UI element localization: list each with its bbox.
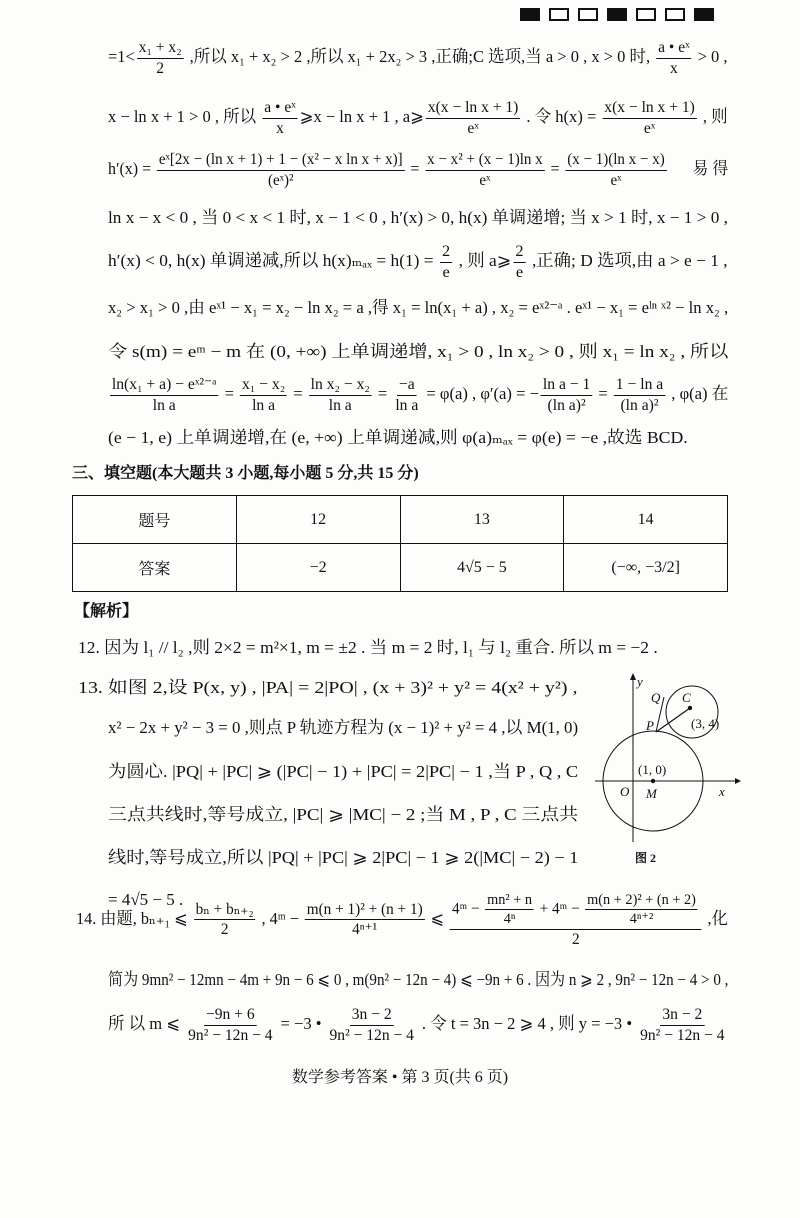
marker-empty — [665, 8, 685, 21]
table-cell: 4√5 − 5 — [400, 544, 564, 592]
denominator: x — [276, 119, 284, 137]
text-run: ⩽ — [426, 908, 449, 928]
y-axis-arrow — [630, 673, 636, 680]
denominator: ln a — [395, 396, 419, 414]
text-line — [108, 849, 578, 868]
table-header-cell: 题号 — [73, 496, 237, 544]
text-run: = φ(a) , φ′(a) = − — [422, 384, 539, 403]
denominator: eˣ — [467, 119, 479, 137]
label-x: x — [719, 784, 725, 799]
denominator: eˣ — [643, 119, 656, 137]
numerator: x(x − ln x + 1) — [602, 99, 696, 119]
marker-filled — [607, 8, 627, 21]
text-line — [108, 376, 728, 414]
label-y: y — [637, 674, 643, 689]
numerator — [450, 892, 702, 930]
numerator: 3n − 2 — [660, 1006, 704, 1026]
denominator: x — [669, 59, 678, 77]
numerator: (x − 1)(ln x − x) — [565, 151, 666, 171]
text-run: = — [220, 384, 239, 403]
fraction — [440, 243, 452, 281]
fraction — [186, 1006, 274, 1044]
analysis-label: 【解析】 — [74, 603, 139, 620]
text-run: 令 s(m) = eᵐ − m 在 (0, +∞) 上单调递增, x₁ > 0 , ln x₂ > 0 , 则 x₁ = ln x₂ , 所以 — [108, 341, 729, 361]
text-run: ⩾x − ln x + 1 , a⩾ — [299, 107, 424, 126]
text-run: h′(x) = — [108, 159, 156, 178]
denominator: 9n² − 12n − 4 — [329, 1026, 414, 1044]
text-run: 所 以 m ⩽ — [108, 1014, 185, 1033]
text-line — [108, 1006, 728, 1044]
numerator: 2 — [440, 243, 452, 263]
text-run: 4ᵐ − — [451, 900, 484, 918]
text-run: , 4ᵐ − — [257, 908, 303, 928]
fraction — [602, 99, 696, 137]
numerator: 1 − ln a — [614, 376, 665, 396]
text-run: . 令 t = 3n − 2 ⩾ 4 , 则 y = −3 • — [417, 1014, 637, 1033]
text-run: 为圆心. |PQ| + |PC| ⩾ (|PC| − 1) + |PC| = 2|PC| − 1 ,当 P , Q , C — [108, 761, 579, 781]
fraction — [194, 901, 256, 939]
fraction — [656, 39, 691, 77]
fraction — [262, 99, 297, 137]
text-line — [76, 889, 728, 949]
fraction — [393, 376, 420, 414]
denominator: 4ⁿ⁺² — [629, 911, 654, 927]
denominator: eˣ — [479, 171, 491, 189]
text-run: 14. 由题, bₙ₊₁ ⩽ — [76, 908, 192, 928]
table-cell: 答案 — [73, 544, 237, 592]
table-header-cell: 13 — [400, 496, 564, 544]
denominator: (eˣ)² — [267, 171, 294, 189]
denominator: e — [515, 263, 524, 281]
table-cell: (−∞, −3/2] — [564, 544, 728, 592]
marker-empty — [578, 8, 598, 21]
text-run: , 则 a⩾ — [454, 251, 512, 270]
text-run: . 令 h(x) = — [522, 107, 601, 126]
denominator: ln a — [252, 396, 276, 414]
numerator: x − x² + (x − 1)ln x — [425, 151, 544, 171]
text-run: > 0 , — [693, 47, 728, 66]
fraction — [614, 376, 665, 414]
text-line — [108, 429, 688, 448]
text-run: =1< — [108, 47, 135, 66]
label-m: M — [646, 786, 657, 801]
text-run: , 则 — [698, 107, 728, 126]
text-run: (e − 1, e) 上单调递增,在 (e, +∞) 上单调递减,则 φ(a)ₘₐₓ = φ(e) = −e ,故选 BCD. — [108, 427, 688, 447]
fraction — [137, 39, 184, 77]
fraction — [565, 151, 666, 189]
text-run: h′(x) < 0, h(x) 单调递减,所以 h(x)ₘₐₓ = h(1) = — [108, 251, 438, 270]
text-run: 13. 如图 2,设 P(x, y) , |PA| = 2|PO| , (x + 3)² + y² = 4(x² + y²) , — [78, 677, 578, 697]
text-line — [108, 99, 728, 137]
fraction — [328, 1006, 416, 1044]
text-run: ln x − x < 0 , 当 0 < x < 1 时, x − 1 < 0 , h′(x) > 0, h(x) 单调递增; 当 x > 1 时, x − 1 > 0 , — [108, 207, 728, 227]
numerator: x(x − ln x + 1) — [426, 99, 520, 119]
text-line — [78, 679, 577, 698]
fraction — [450, 892, 702, 949]
denominator: 2 — [220, 921, 229, 939]
text-run: = −3 • — [276, 1014, 326, 1033]
text-run: 线时,等号成立,所以 |PQ| + |PC| ⩾ 2|PC| − 1 ⩾ 2(|MC| − 2) − 1 — [108, 847, 579, 867]
fraction — [240, 376, 287, 414]
fraction — [309, 376, 372, 414]
text-run: 简为 9mn² − 12mn − 4m + 9n − 6 ⩽ 0 , m(9n² − 12n − 4) ⩽ −9n + 6 . 因为 n ⩾ 2 , 9n² − 12n − 4 > 0 , — [108, 969, 729, 989]
numerator: bₙ + bₙ₊₂ — [194, 901, 256, 921]
marker-filled — [694, 8, 714, 21]
fraction — [426, 99, 520, 137]
denominator: 4ⁿ — [503, 911, 516, 927]
text-line — [108, 763, 578, 782]
fraction — [485, 892, 534, 928]
numerator: ln a − 1 — [541, 376, 592, 396]
numerator: 3n − 2 — [350, 1006, 394, 1026]
numerator: ln(x₁ + a) − eˣ²⁻ᵃ — [110, 376, 219, 396]
fraction — [541, 376, 592, 414]
fraction — [157, 151, 405, 189]
text-line — [108, 299, 728, 318]
label-p: P — [646, 718, 654, 733]
numerator: mn² + n — [485, 892, 534, 911]
x-axis-arrow — [735, 778, 741, 784]
denominator: ln a — [152, 396, 176, 414]
text-run: = — [289, 384, 307, 403]
answer-table — [72, 495, 728, 592]
fraction — [638, 1006, 726, 1044]
figure-2 — [585, 672, 745, 867]
numerator: eˣ[2x − (ln x + 1) + 1 − (x² − x ln x + x)] — [157, 151, 405, 171]
table-row — [73, 496, 728, 544]
text-line — [108, 971, 728, 990]
text-run: = — [406, 159, 424, 178]
label-o: O — [620, 784, 630, 799]
text-run: x² − 2x + y² − 3 = 0 ,则点 P 轨迹方程为 (x − 1)² + y² = 4 ,以 M(1, 0) — [108, 717, 579, 737]
text-run: = 4√5 − 5 . — [108, 889, 184, 909]
text-line — [78, 639, 658, 658]
table-row — [73, 544, 728, 592]
table-header-cell: 14 — [564, 496, 728, 544]
text-run: x₂ > x₁ > 0 ,由 eˣ¹ − x₁ = x₂ − ln x₂ = a ,得 x₁ = ln(x₁ + a) , x₂ = eˣ²⁻ᵃ . eˣ¹ − x₁ = eˡⁿ ˣ² − ln x₂ , — [108, 297, 729, 317]
numerator: x₁ + x₂ — [137, 39, 184, 59]
denominator: 9n² − 12n − 4 — [640, 1026, 725, 1044]
marker-filled — [520, 8, 540, 21]
numerator: −9n + 6 — [204, 1006, 257, 1026]
text-line — [108, 39, 728, 77]
page-footer: 数学参考答案 • 第 3 页(共 6 页) — [291, 1069, 509, 1086]
text-run: ,所以 x₁ + x₂ > 2 ,所以 x₁ + 2x₂ > 3 ,正确;C 选项,当 a > 0 , x > 0 时, — [185, 47, 655, 66]
text-run: x − ln x + 1 > 0 , 所以 — [108, 107, 261, 126]
figure-caption: 图 2 — [635, 851, 657, 865]
section-heading: 三、填空题(本大题共 3 小题,每小题 5 分,共 15 分) — [72, 465, 419, 482]
point-c — [688, 706, 692, 710]
numerator: 2 — [513, 243, 525, 263]
label-c: C — [682, 690, 691, 705]
denominator: 2 — [572, 930, 580, 948]
denominator: 9n² − 12n − 4 — [188, 1026, 273, 1044]
label-m-coord: (1, 0) — [638, 762, 667, 777]
fraction — [110, 376, 219, 414]
fraction — [425, 151, 544, 189]
text-line — [108, 806, 578, 825]
denominator: 4ⁿ⁺¹ — [352, 921, 378, 939]
marker-empty — [549, 8, 569, 21]
point-m — [651, 779, 655, 783]
numerator: a • eˣ — [262, 99, 297, 119]
marker-empty — [636, 8, 656, 21]
text-run: + 4ᵐ − — [535, 900, 584, 918]
numerator: m(n + 2)² + (n + 2) — [585, 892, 698, 911]
table-cell: −2 — [236, 544, 400, 592]
text-run: = — [594, 384, 612, 403]
denominator: (ln a)² — [620, 396, 659, 414]
numerator: ln x₂ − x₂ — [309, 376, 372, 396]
denominator: 2 — [156, 59, 165, 77]
text-run: = — [373, 384, 392, 403]
text-line — [108, 209, 728, 228]
text-run: 易 得 — [668, 159, 729, 178]
numerator: m(n + 1)² + (n + 1) — [305, 901, 425, 921]
text-line — [108, 343, 728, 362]
denominator: ln a — [328, 396, 352, 414]
denominator: (ln a)² — [547, 396, 586, 414]
text-line — [108, 719, 578, 738]
page-marker-squares — [520, 8, 714, 21]
fraction — [585, 892, 698, 928]
text-run: = — [546, 159, 564, 178]
text-run: ,化 — [703, 908, 728, 928]
text-run: 三点共线时,等号成立, |PC| ⩾ |MC| − 2 ;当 M , P , C 三点共 — [108, 804, 579, 824]
fraction — [513, 243, 525, 281]
numerator: a • eˣ — [656, 39, 691, 59]
denominator: eˣ — [610, 171, 622, 189]
fraction — [305, 901, 425, 939]
text-line — [108, 243, 728, 281]
text-run: , φ(a) 在 — [667, 384, 729, 403]
text-run: ,正确; D 选项,由 a > e − 1 , — [527, 251, 728, 270]
label-q: Q — [651, 690, 661, 705]
table-header-cell: 12 — [236, 496, 400, 544]
denominator: e — [442, 263, 450, 281]
numerator: x₁ − x₂ — [240, 376, 287, 396]
text-run: 12. 因为 l₁ // l₂ ,则 2×2 = m²×1, m = ±2 . 当 m = 2 时, l₁ 与 l₂ 重合. 所以 m = −2 . — [78, 637, 658, 657]
label-c-coord: (3, 4) — [691, 716, 720, 731]
numerator: −a — [397, 376, 417, 396]
text-line — [108, 151, 728, 189]
